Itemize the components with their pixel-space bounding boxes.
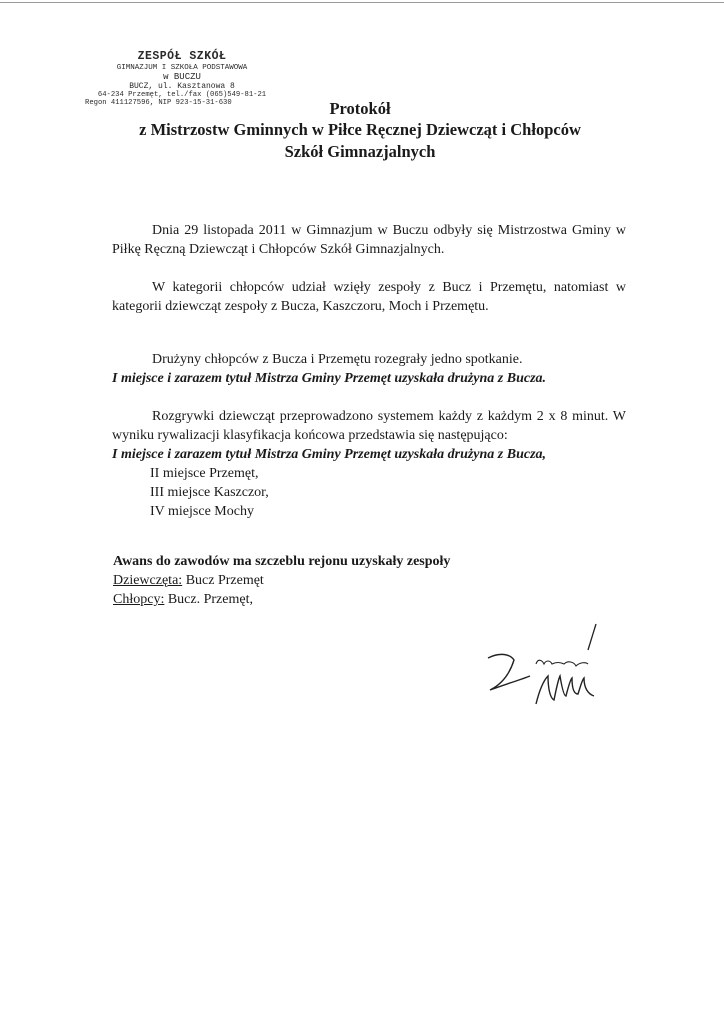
document-subtitle-2: Szkół Gimnazjalnych <box>284 142 436 161</box>
stamp-line-1: ZESPÓŁ SZKÓŁ <box>137 50 227 63</box>
place-item: III miejsce Kaszczor, <box>150 485 269 500</box>
document-subtitle-1: z Mistrzostw Gminnych w Piłce Ręcznej Dziewcząt i Chłopców <box>139 120 581 139</box>
stamp-line-6: Regon 411127596, NIP 923-15-31-630 <box>85 99 232 107</box>
promotion-boys-row <box>113 592 253 608</box>
stamp-line-5: 64-234 Przemęt, tel./fax (065)549-81-21 <box>97 91 267 99</box>
top-border <box>0 2 724 3</box>
stamp-line-3: w BUCZU <box>163 72 201 82</box>
place-item: IV miejsce Mochy <box>150 504 254 519</box>
boys-label: Chłopcy: <box>113 592 165 607</box>
girls-teams: Bucz Przemęt <box>185 573 264 588</box>
promotion-girls-row <box>113 573 264 589</box>
paragraph-1: Dnia 29 listopada 2011 w Gimnazjum w Buczu odbyły się Mistrzostwa Gminy w Piłkę Ręczną Dziewcząt i Chłopców Szkół Gimnazjalnych. <box>112 223 626 257</box>
paragraph-4-result: I miejsce i zarazem tytuł Mistrza Gminy Przemęt uzyskała drużyna z Bucza, <box>112 447 547 462</box>
paragraph-2: W kategorii chłopców udział wzięły zespoły z Bucz i Przemętu, natomiast w kategorii dziewcząt zespoły z Bucza, Kaszczoru, Moch i Przemętu. <box>112 280 626 314</box>
stamp-line-2: GIMNAZJUM I SZKOŁA PODSTAWOWA <box>116 64 248 72</box>
place-item: II miejsce Przemęt, <box>150 466 259 481</box>
stamp-line-4: BUCZ, ul. Kasztanowa 8 <box>129 82 235 91</box>
paragraph-4: Rozgrywki dziewcząt przeprowadzono systemem każdy z każdym 2 x 8 minut. W wyniku rywalizacji klasyfikacja końcowa przedstawia się następująco: <box>112 409 626 443</box>
document-title: Protokół <box>329 99 391 118</box>
handwritten-signature <box>470 618 610 718</box>
girls-label: Dziewczęta: <box>113 573 183 588</box>
boys-teams: Bucz. Przemęt, <box>167 592 253 607</box>
paragraph-3-result: I miejsce i zarazem tytuł Mistrza Gminy Przemęt uzyskała drużyna z Bucza. <box>112 371 547 386</box>
paragraph-3: Drużyny chłopców z Bucza i Przemętu rozegrały jedno spotkanie. <box>152 352 523 367</box>
promotion-heading: Awans do zawodów ma szczeblu rejonu uzyskały zespoły <box>113 554 451 569</box>
